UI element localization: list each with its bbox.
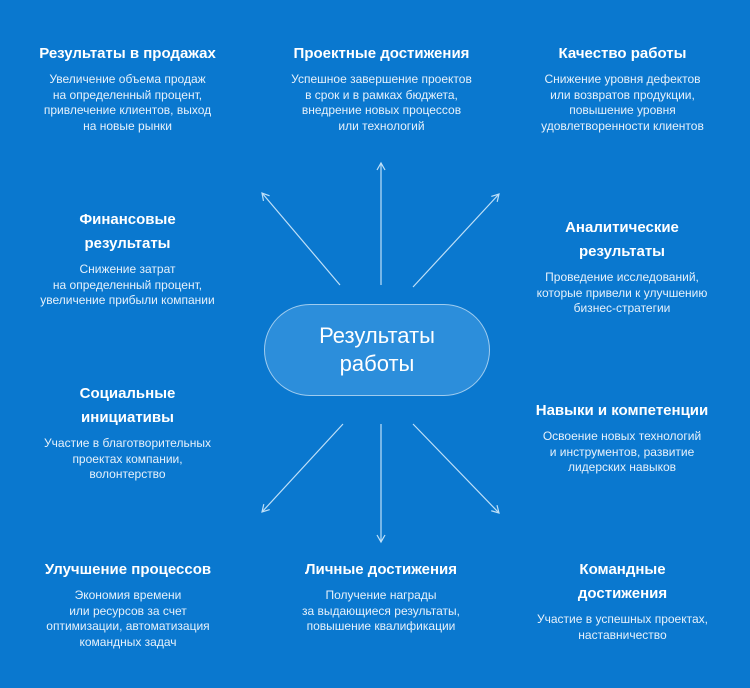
- node-title: Личные достижения: [304, 561, 458, 578]
- node-desc: Проведение исследований, которые привели к улучшению бизнес-стратегии: [536, 270, 708, 315]
- arrow-up-right: [413, 194, 499, 287]
- node-title: Финансовые результаты: [79, 211, 176, 252]
- arrow-down-left: [262, 424, 343, 512]
- node-process-improvement: [14, 558, 242, 650]
- node-desc: Снижение затрат на определенный процент, увеличение прибыли компании: [40, 262, 215, 307]
- center-node: [264, 304, 490, 396]
- node-work-quality: [510, 42, 735, 134]
- node-desc: Участие в успешных проектах, наставничество: [537, 612, 708, 642]
- node-desc: Участие в благотворительных проектах компании, волонтерство: [44, 436, 211, 481]
- node-desc: Успешное завершение проектов в срок и в рамках бюджета, внедрение новых процессов или технологий: [291, 72, 472, 133]
- node-financial-results: [20, 208, 235, 309]
- center-title: Результаты работы: [319, 323, 435, 376]
- node-skills-competencies: [508, 399, 736, 476]
- node-desc: Освоение новых технологий и инструментов, развитие лидерских навыков: [542, 429, 702, 474]
- node-sales-results: [10, 42, 245, 134]
- node-desc: Увеличение объема продаж на определенный процент, привлечение клиентов, выход на новые рынки: [43, 72, 212, 133]
- node-desc: Экономия времени или ресурсов за счет оптимизации, автоматизация командных задач: [46, 588, 210, 649]
- node-title: Социальные инициативы: [79, 385, 176, 426]
- arrow-up-left: [262, 193, 340, 285]
- node-desc: Снижение уровня дефектов или возвратов продукции, повышение уровня удовлетворенности клиентов: [541, 72, 704, 133]
- arrow-down-right: [413, 424, 499, 513]
- node-title: Результаты в продажах: [39, 45, 216, 62]
- node-title: Навыки и компетенции: [535, 402, 709, 419]
- node-title: Аналитические результаты: [565, 219, 679, 260]
- node-title: Улучшение процессов: [44, 561, 212, 578]
- node-social-initiatives: [20, 382, 235, 483]
- node-analytical-results: [512, 216, 732, 317]
- node-personal-achievements: [268, 558, 494, 635]
- node-team-achievements: [510, 558, 735, 643]
- node-project-achievements: [263, 42, 500, 134]
- node-title: Проектные достижения: [293, 45, 470, 62]
- node-desc: Получение награды за выдающиеся результаты, повышение квалификации: [302, 588, 460, 633]
- node-title: Командные достижения: [577, 561, 668, 602]
- node-title: Качество работы: [558, 45, 687, 62]
